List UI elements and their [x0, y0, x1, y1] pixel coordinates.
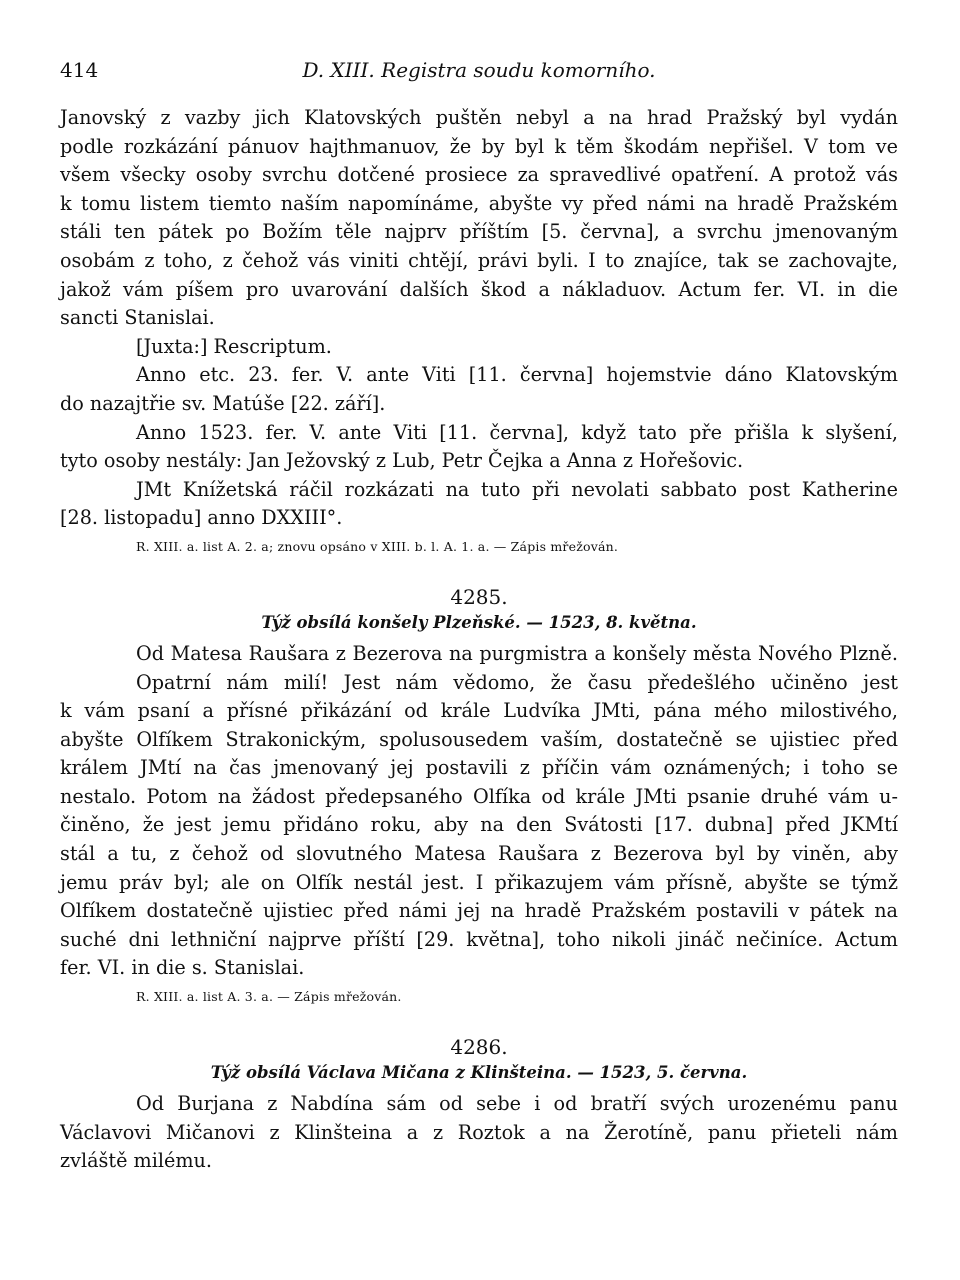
text-line: stál a tu, z čehož od slovutného Matesa Raušara z Bezerova byl by viněn, aby: [60, 842, 898, 866]
text-line: Olfíkem dostatečně ujistiec před námi jej na hradě Pražském postavili v pátek na: [60, 899, 898, 923]
text-line: Václavovi Mičanovi z Klinšteina a z Roztok a na Žerotíně, panu přieteli nám: [60, 1120, 898, 1144]
text-line: fer. VI. in die s. Stanislai.: [60, 956, 305, 980]
entry-line: Anno 1523. fer. V. ante Viti [11. června], když tato pře přišla k slyšení,: [136, 420, 898, 444]
entry-line: JMt Knížetská ráčil rozkázati na tuto při nevolati sabbato post Katherine: [136, 477, 898, 501]
text-line: králem JMtí na čas jmenovaný jej postavili z příčin vám oznámených; i toho se: [60, 756, 898, 780]
text-line: Opatrní nám milí! Jest nám vědomo, že času předešlého učiněno jest: [136, 670, 898, 694]
text-line: suché dni lethniční najprve příští [29. května], toho nikoli jináč nečiníce. Actum: [60, 927, 898, 951]
document-number: 4285.: [450, 584, 508, 609]
text-line: jemu práv byl; ale on Olfík nestál jest. I přikazujem vám přísně, abyšte se týmž: [60, 870, 898, 894]
entry-line: do nazajtřie sv. Matúše [22. září].: [60, 391, 386, 415]
text-line: sancti Stanislai.: [60, 306, 215, 330]
text-line: zvláště milému.: [60, 1149, 213, 1173]
text-line: k tomu listem tiemto naším napomínáme, abyšte vy před námi na hradě Pražském: [60, 191, 898, 215]
text-line: k vám psaní a přísné přikázání od krále Ludvíka JMti, pána mého milostivého,: [60, 699, 898, 723]
text-line: jakož vám píšem pro uvarování dalších škod a nákladuov. Actum fer. VI. in die: [60, 277, 898, 301]
entry-line: [28. listopadu] anno DXXIII°.: [60, 506, 343, 530]
text-line: Od Burjana z Nabdína sám od sebe i od bratří svých urozenému panu: [136, 1092, 898, 1116]
document-body: [60, 640, 898, 983]
text-line: Janovský z vazby jich Klatovských puštěn nebyl a na hrad Pražský byl vydán: [60, 106, 898, 129]
document-title: Týž obsílá Václava Mičana z Klinšteina. — 1523, 5. června.: [210, 1063, 748, 1083]
rescript-line: [Juxta:] Rescriptum.: [136, 334, 332, 358]
continuation-text: [60, 104, 898, 533]
address-line: Od Matesa Raušara z Bezerova na purgmistra a konšely města Nového Plzně.: [136, 641, 898, 665]
source-note: R. XIII. a. list A. 3. a. — Zápis mřežován.: [136, 989, 402, 1005]
entry-line: Anno etc. 23. fer. V. ante Viti [11. června] hojemstvie dáno Klatovským: [136, 363, 898, 387]
text-line: činěno, že jest jemu přidáno roku, aby na den Svátosti [17. dubna] před JKMtí: [60, 813, 898, 837]
text-line: abyšte Olfíkem Strakonickým, spolusousedem vaším, dostatečně se ujistiec před: [60, 727, 898, 751]
document-number: 4286.: [450, 1035, 508, 1060]
text-line: všem všecky osoby svrchu dotčené prosiece za spravedlivé opatření. A protož vás: [60, 163, 898, 187]
text-line: nestalo. Potom na žádost předepsaného Olfíka od krále JMti psanie druhé vám u-: [60, 784, 898, 808]
page-header: [60, 52, 898, 92]
page-number: 414: [60, 58, 99, 82]
text-line: osobám z toho, z čehož vás viniti chtějí, právi byli. I to znajíce, tak se zachovajte,: [60, 248, 898, 272]
running-title: D. XIII. Registra soudu komorního.: [302, 58, 656, 82]
source-note: R. XIII. a. list A. 2. a; znovu opsáno v XIII. b. l. A. 1. a. — Zápis mřežován.: [136, 538, 619, 554]
document-body: [60, 1090, 898, 1176]
text-line: podle rozkázání pánuov hajthmanuov, že by byl k těm škodám nepřišel. V tom ve: [60, 134, 898, 158]
text-line: stáli ten pátek po Božím těle najprv příštím [5. června], a svrchu jmenovaným: [60, 220, 898, 244]
document-title: Týž obsílá konšely Plzeňské. — 1523, 8. května.: [261, 612, 697, 632]
entry-line: tyto osoby nestály: Jan Ježovský z Lub, Petr Čejka a Anna z Hořešovic.: [60, 449, 744, 473]
